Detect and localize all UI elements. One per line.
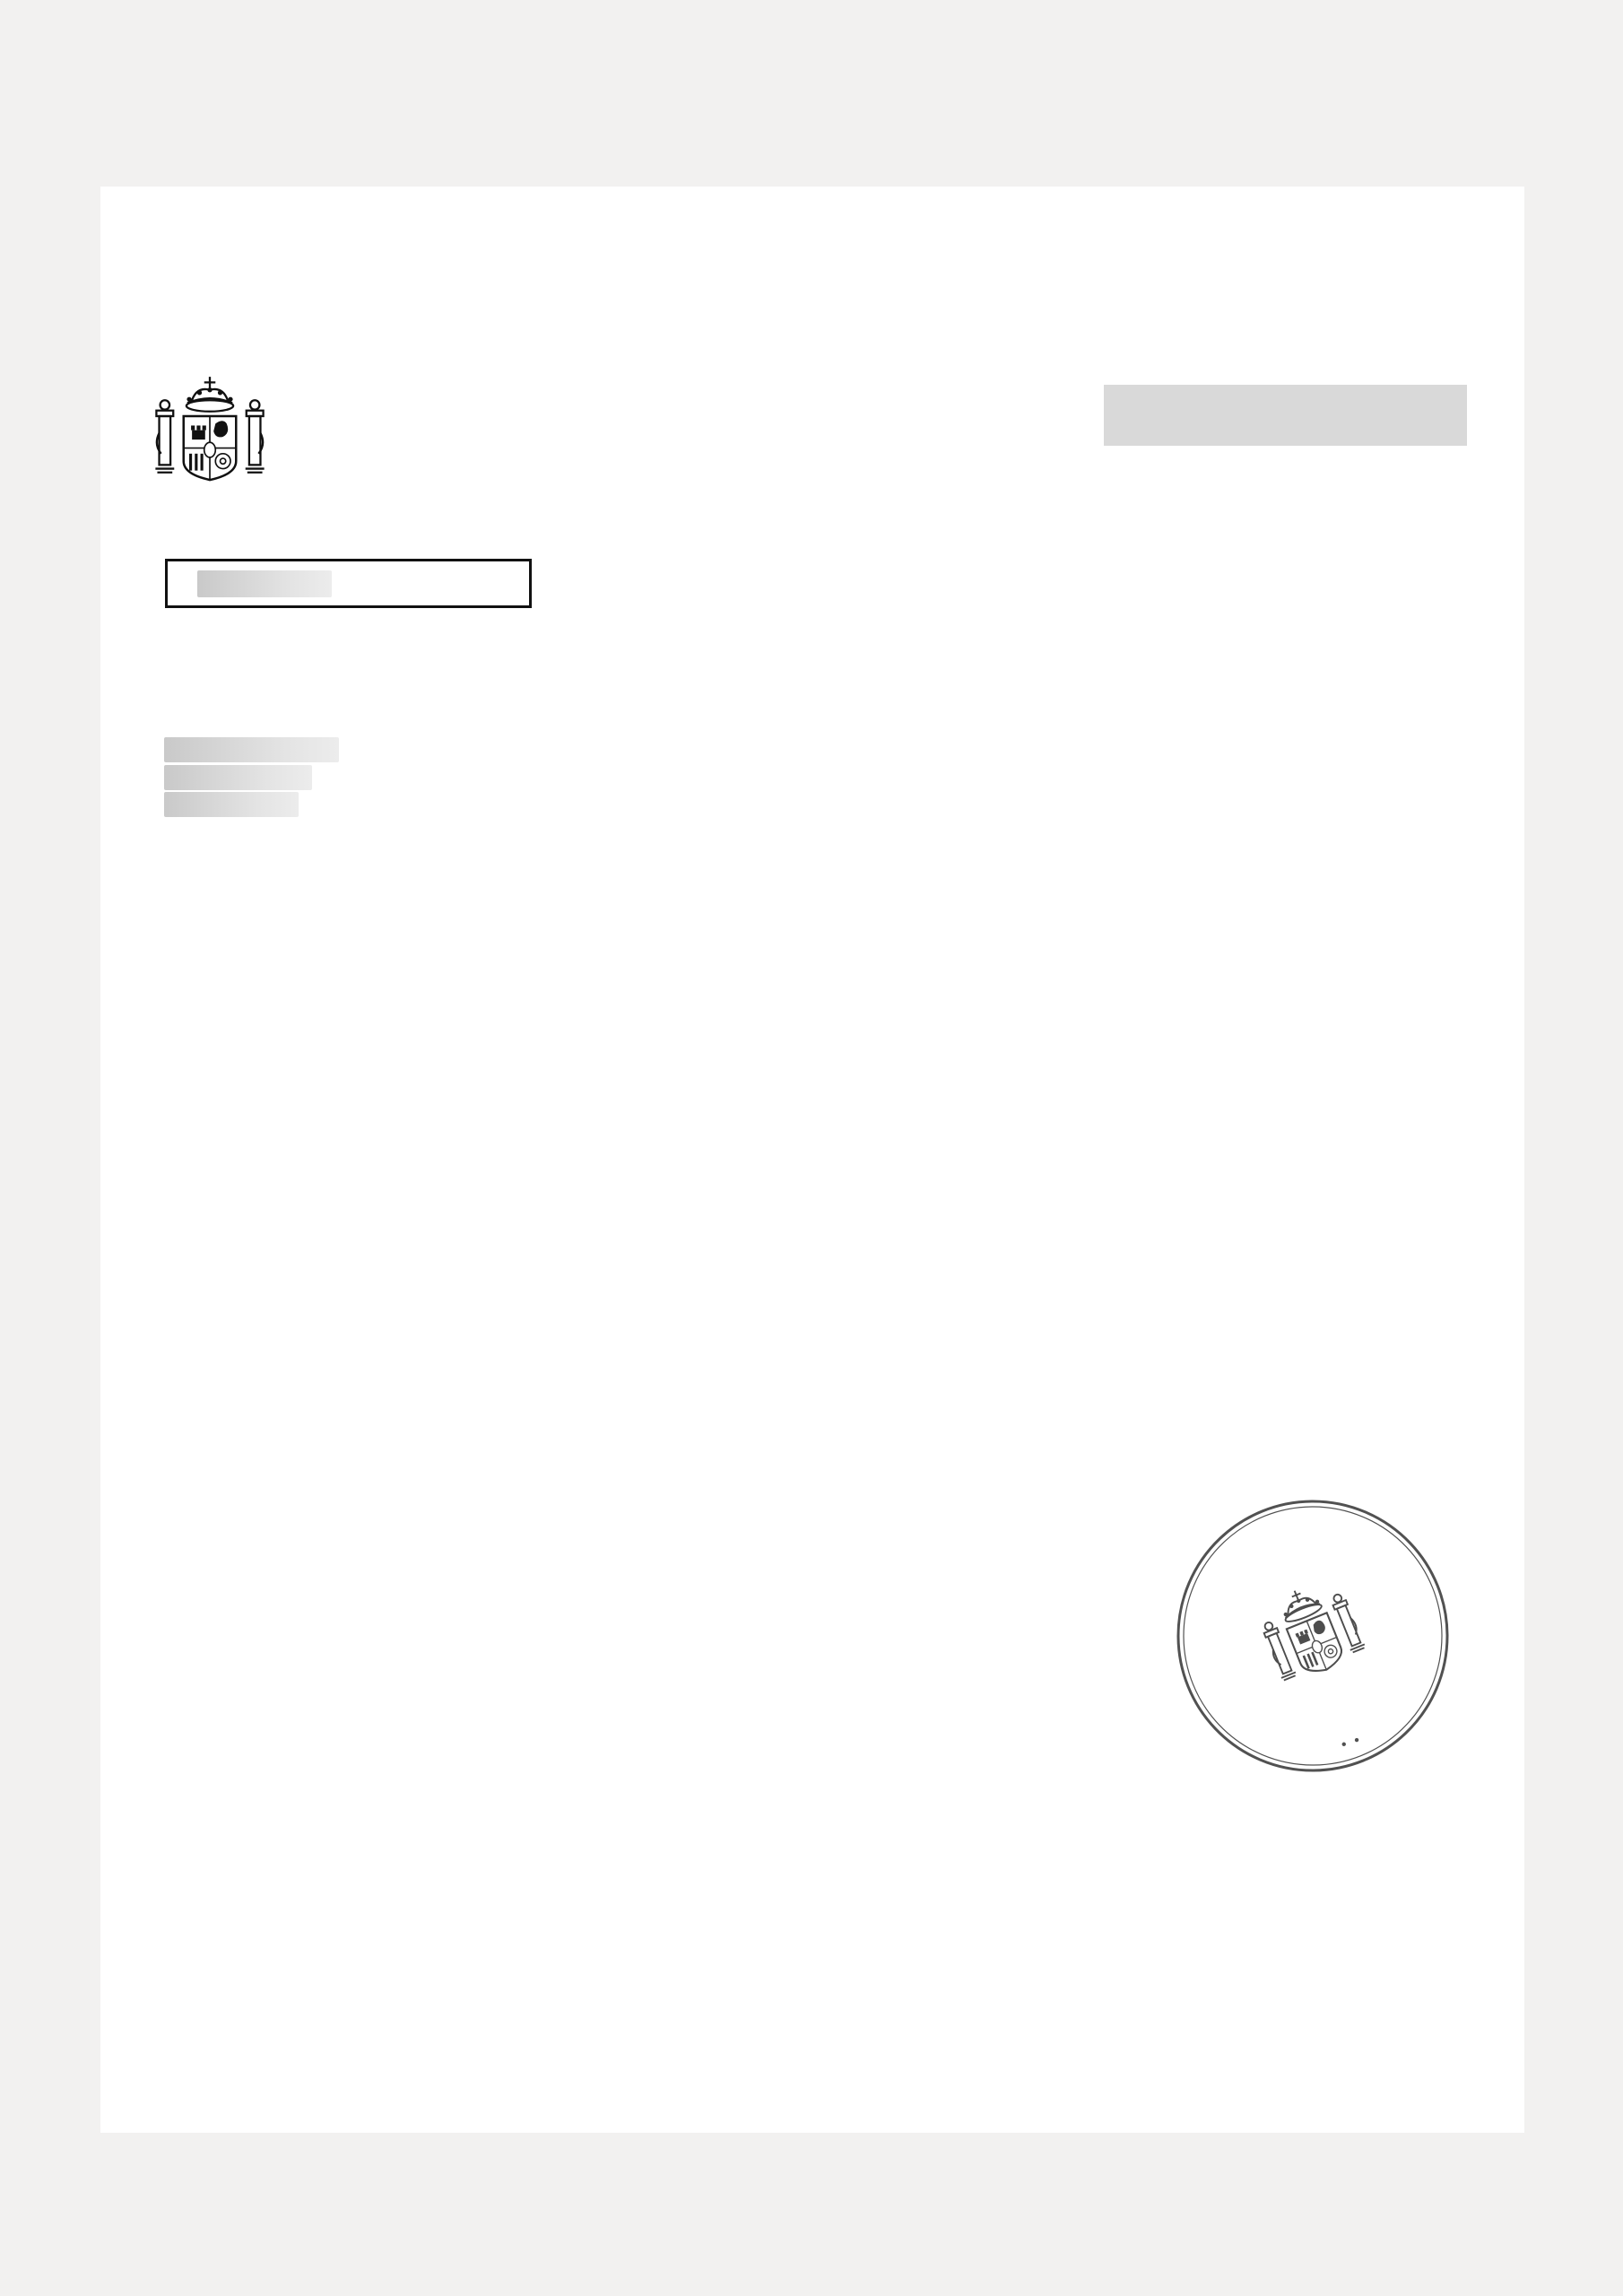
bottom-curves-decoration	[789, 2127, 1623, 2296]
nie-redaction-bar	[197, 570, 332, 597]
right-curves-decoration	[1514, 484, 1623, 2296]
birthdate-redaction-bar	[164, 792, 299, 817]
secretaria-de-estado-box	[1104, 385, 1467, 446]
top-stripes-decoration	[901, 0, 1529, 187]
details-block	[164, 735, 1462, 818]
document-page	[100, 187, 1524, 2133]
favor-row	[164, 763, 1462, 791]
favor-redaction-bar	[164, 765, 312, 790]
spain-coat-of-arms-logo	[152, 375, 267, 499]
expediente-redaction-bar	[164, 737, 339, 762]
stamp-coat-of-arms	[1253, 1574, 1367, 1687]
expediente-row	[164, 735, 1462, 763]
official-stamp	[1173, 1496, 1453, 1776]
birthdate-row	[164, 790, 1462, 818]
nie-box	[165, 559, 532, 608]
